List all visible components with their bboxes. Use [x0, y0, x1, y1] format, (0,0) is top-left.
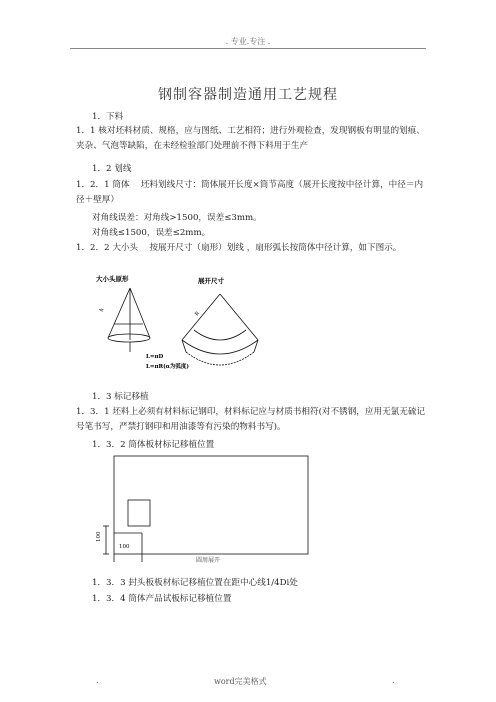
- cone-height-label: h: [98, 307, 106, 313]
- paragraph-1-3-4: 1．3．4 筒体产品试板标记移植位置: [92, 594, 232, 604]
- page-title: 钢制容器制造通用工艺规程: [158, 87, 338, 103]
- cone-shape: [108, 288, 150, 352]
- diagonal-tolerance-1: 对角线误差：对角线>1500，误差≤3mm。: [92, 213, 262, 223]
- paragraph-1-2-2: 1．2．2 大小头 按展开尺寸（扇形）划线 ，扇形弧长按筒体中径计算，如下图示。: [76, 243, 402, 253]
- header-divider: [70, 48, 426, 49]
- paragraph-1-2-1: 1．2．1 筒体 坯料划线尺寸：筒体展开长度×筒节高度（展开长度按中径计算，中径＝内径＋壁厚）: [76, 180, 424, 205]
- section-1-heading: 1．下料: [92, 112, 124, 122]
- footer-left: .: [96, 676, 99, 685]
- cone-development-figure: [90, 272, 280, 382]
- paragraph-1-3-2: 1．3．2 筒体板材标记移植位置: [92, 440, 215, 450]
- footer-center: word完美格式: [214, 677, 267, 686]
- diagonal-tolerance-2: 对角线≤1500，误差≤2mm。: [92, 228, 211, 238]
- section-1-3-heading: 1．3 标记移植: [92, 392, 149, 402]
- paragraph-1-3-3: 1．3．3 封头板板材标记移植位置在距中心线1/4Di处: [92, 578, 298, 588]
- cone-original-label: 大小头原形: [96, 275, 129, 283]
- development-label: 展开尺寸: [198, 277, 224, 285]
- paragraph-1-1: 1．1 核对坯料材质、规格，应与图纸、工艺相符；进行外观检查，发现钢板有明显的划痕、夹杂、气泡等缺陷，在未经检验部门处理前不得下料用于生产: [76, 126, 425, 151]
- vertical-dimension: 100: [96, 531, 102, 542]
- fan-radius-label: R: [193, 310, 201, 318]
- section-1-2-heading: 1．2 划线: [92, 164, 132, 174]
- formula-arc-length: L=πD: [146, 354, 164, 360]
- horizontal-dimension: 100: [119, 544, 130, 550]
- plate-mark-figure: [84, 452, 314, 570]
- plate-outline: [103, 456, 308, 562]
- page-header: . 专业.专注 .: [225, 37, 271, 46]
- formula-arc-radian: L=πR(α为弧度): [146, 364, 190, 370]
- paragraph-1-3-1: 1．3．1 坯料上必须有材料标记钢印，材料标记应与材质书相符(对不锈钢，应用无氯无硫记号笔书写，严禁打钢印和用油漆等有污染的物料书写)。: [76, 407, 426, 432]
- development-caption: 圆周展开: [196, 557, 221, 564]
- footer-right: .: [392, 676, 395, 685]
- fan-shape: [182, 294, 258, 365]
